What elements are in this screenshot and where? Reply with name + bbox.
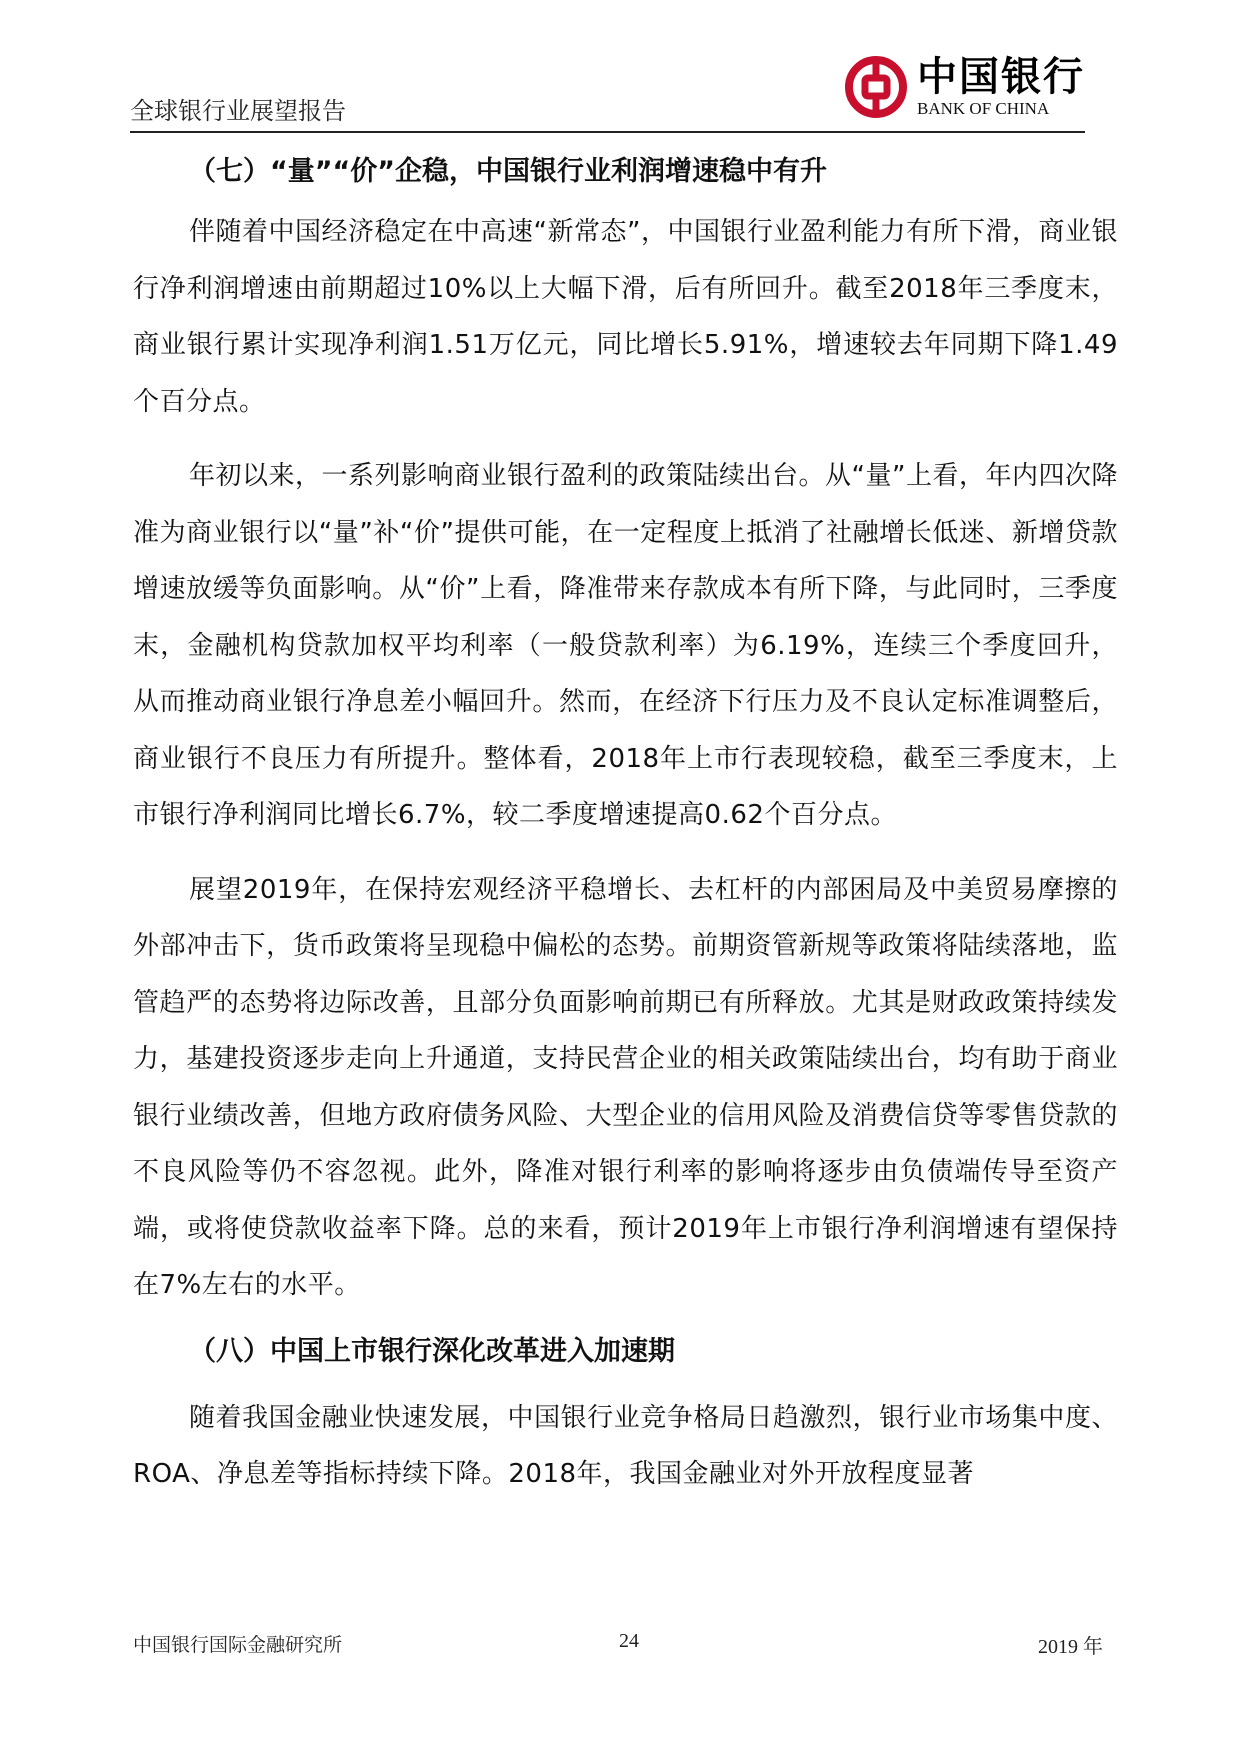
page-header <box>130 40 1085 134</box>
header-divider <box>130 131 1085 133</box>
paragraph: 随着我国金融业快速发展，中国银行业竞争格局日趋激烈，银行业市场集中度、ROA、净息差等指标持续下降。2018年，我国金融业对外开放程度显著 <box>133 1402 1118 1489</box>
logo-name-cn: 中国银行 <box>917 53 1085 100</box>
paragraph: 展望2019年，在保持宏观经济平稳增长、去杠杆的内部困局及中美贸易摩擦的外部冲击下，货币政策将呈现稳中偏松的态势。前期资管新规等政策将陆续落地，监管趋严的态势将边际改善，且部分负面影响前期已有所释放。尤其是财政政策持续发力，基建投资逐步走向上升通道，支持民营企业的相关政策陆续出台，均有助于商业银行业绩改善，但地方政府债务风险、大型企业的信用风险及消费信贷等零售贷款的不良风险等仍不容忽视。此外，降准对银行利率的影响将逐步由负债端传导至资产端，或将使贷款收益率下降。总的来看，预计2019年上市银行净利润增速有望保持在7%左右的水平。 <box>133 874 1118 1300</box>
section-heading-7: （七）“量”“价”企稳，中国银行业利润增速稳中有升 <box>189 156 827 187</box>
bank-logo <box>843 54 1085 120</box>
bank-of-china-logo-icon <box>843 54 909 120</box>
page-number: 24 <box>619 1630 639 1652</box>
paragraph: 年初以来，一系列影响商业银行盈利的政策陆续出台。从“量”上看，年内四次降准为商业银行以“量”补“价”提供可能，在一定程度上抵消了社融增长低迷、新增贷款增速放缓等负面影响。从“价”上看，降准带来存款成本有所下降，与此同时，三季度末，金融机构贷款加权平均利率（一般贷款利率）为6.19%，连续三个季度回升，从而推动商业银行净息差小幅回升。然而，在经济下行压力及不良认定标准调整后，商业银行不良压力有所提升。整体看，2018年上市行表现较稳，截至三季度末，上市银行净利润同比增长6.7%，较二季度增速提高0.62个百分点。 <box>133 461 1118 830</box>
page-body <box>133 140 1118 1503</box>
report-title: 全球银行业展望报告 <box>130 97 346 125</box>
footer-year: 2019 年 <box>1038 1636 1103 1658</box>
footer-institution: 中国银行国际金融研究所 <box>133 1634 343 1656</box>
logo-name-en: BANK OF CHINA <box>917 99 1050 118</box>
paragraph: 伴随着中国经济稳定在中高速“新常态”，中国银行业盈利能力有所下滑，商业银行净利润增速由前期超过10%以上大幅下滑，后有所回升。截至2018年三季度末，商业银行累计实现净利润1.51万亿元，同比增长5.91%，增速较去年同期下降1.49个百分点。 <box>133 217 1118 417</box>
page-footer <box>133 1630 1103 1660</box>
section-heading-8: （八）中国上市银行深化改革进入加速期 <box>189 1335 675 1367</box>
